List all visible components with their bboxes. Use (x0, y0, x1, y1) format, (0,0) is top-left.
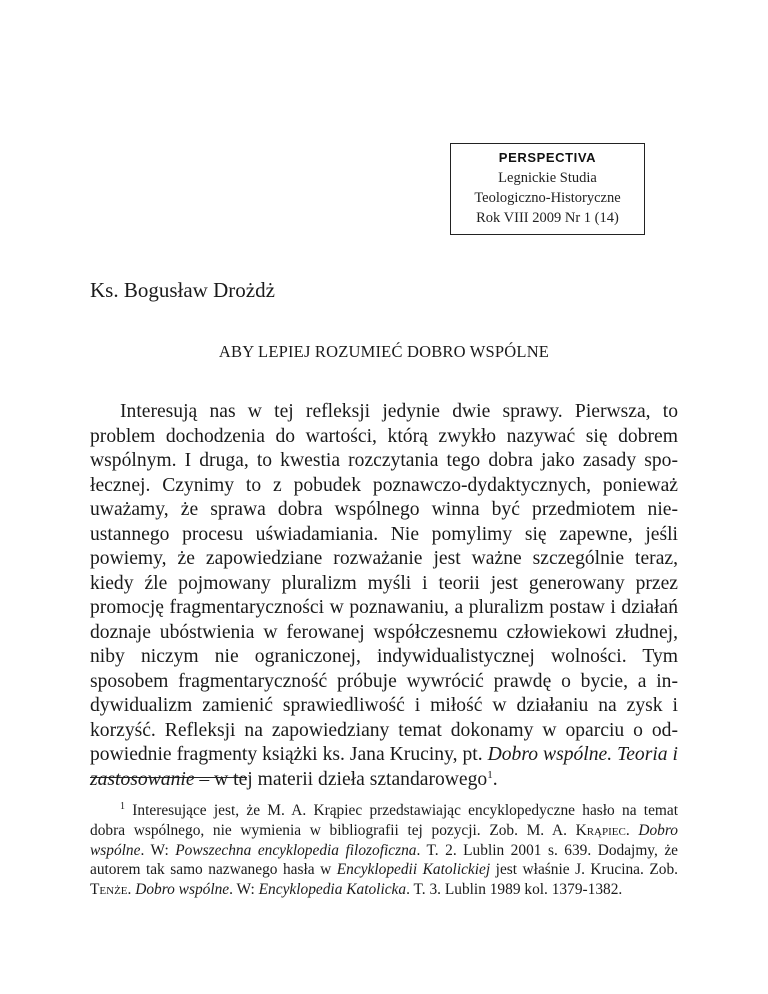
footnote-t7: . W: (229, 881, 259, 899)
article-author: Ks. Bogusław Drożdż (90, 278, 275, 302)
body-text-main: Interesują nas w tej refleksji jedynie dwie sprawy. Pierwsza, to problem dochodzenia do wartości, którą zwykło nazywać się dobrem wspólnym. I druga, to kwestia rozczytania tego dobra jako zasady społecznej. Czynimy to z pobudek poznawczo-dydaktycznych, ponieważ uważamy, że sprawa dobra wspólnego winna być przedmiotem nieustannego procesu uświadamiania. Nie pomylimy się zapewne, jeśli powiemy, że zapowiedziane rozważanie jest ważne szczególnie teraz, kiedy źle pojmowany pluralizm myśli i teorii jest generowany przez promocję fragmentaryczności w poznawaniu, a pluralizm postaw i działań doznaje ubóstwienia w ferowanej współczesnemu człowiekowi złudnej, niby niczym nie ograniczonej, indywidualistycznej wolności. Tym sposobem fragmentaryczność próbuje wywrócić prawdę o bycie, a indywidualizm zamienić sprawiedliwość i miłość w działaniu na zysk i korzyść. Refleksji na zapowiedziany temat dokonamy w oparciu o odpowiednie fragmenty książki ks. Jana Kruciny, pt. (90, 401, 678, 765)
journal-info-box (450, 143, 645, 235)
footnote-separator (90, 777, 247, 778)
journal-logo: PERSPECTIVA (498, 150, 597, 165)
body-paragraph (90, 400, 678, 792)
footnote-t4: . T. 2. Lublin 2001 s. 639. Dodajmy, że autorem tak samo nazwanego hasła w (90, 841, 678, 879)
footnote-title-encyklopedii-katolickiej: Encyklopedii Katolickiej (336, 861, 491, 879)
body-text-end: – w tej materii dzieła sztandarowego (194, 768, 488, 790)
footnote-title-dobro-wspolne-1: Dobro wspólne (90, 821, 678, 859)
footnote-text (90, 801, 678, 900)
footnote-title-powszechna-encyklopedia: Powszechna encyklopedia filozoficzna (175, 841, 417, 859)
footnote-t8: . T. 3. Lublin 1989 kol. 1379-1382. (406, 881, 623, 899)
journal-issue: Rok VIII 2009 Nr 1 (14) (476, 210, 619, 226)
footnote-author-krapiec: Krąpiec (575, 821, 626, 839)
body-period: . (492, 768, 498, 790)
journal-name-line-2: Teologiczno-Historyczne (474, 190, 621, 206)
journal-name-line-1: Legnickie Studia (498, 170, 597, 186)
footnote-t3: . W: (140, 841, 176, 859)
footnote-t2: . (625, 821, 639, 839)
footnote-title-encyklopedia-katolicka: Encyklopedia Katolicka (258, 881, 407, 899)
article-body (90, 400, 678, 792)
footnote (90, 801, 678, 900)
footnote-number: 1 (120, 801, 125, 812)
footnote-t6: . (127, 881, 136, 899)
footnote-reference[interactable]: 1 (487, 768, 493, 781)
book-title: Dobro wspólne. Teoria i zastosowanie (90, 744, 678, 790)
footnote-t1: Interesujące jest, że M. A. Krąpiec przedstawiając encyklopedyczne hasło na temat dobra wspólnego, nie wymienia w bibliografii tej pozycji. Zob. M. A. (90, 802, 678, 839)
footnote-author-tenze: Tenże (90, 881, 128, 899)
footnote-title-dobro-wspolne-2: Dobro wspólne (135, 881, 230, 899)
footnote-t5: jest właśnie J. Krucina. Zob. (490, 861, 679, 879)
article-title: ABY LEPIEJ ROZUMIEĆ DOBRO WSPÓLNE (218, 342, 550, 361)
